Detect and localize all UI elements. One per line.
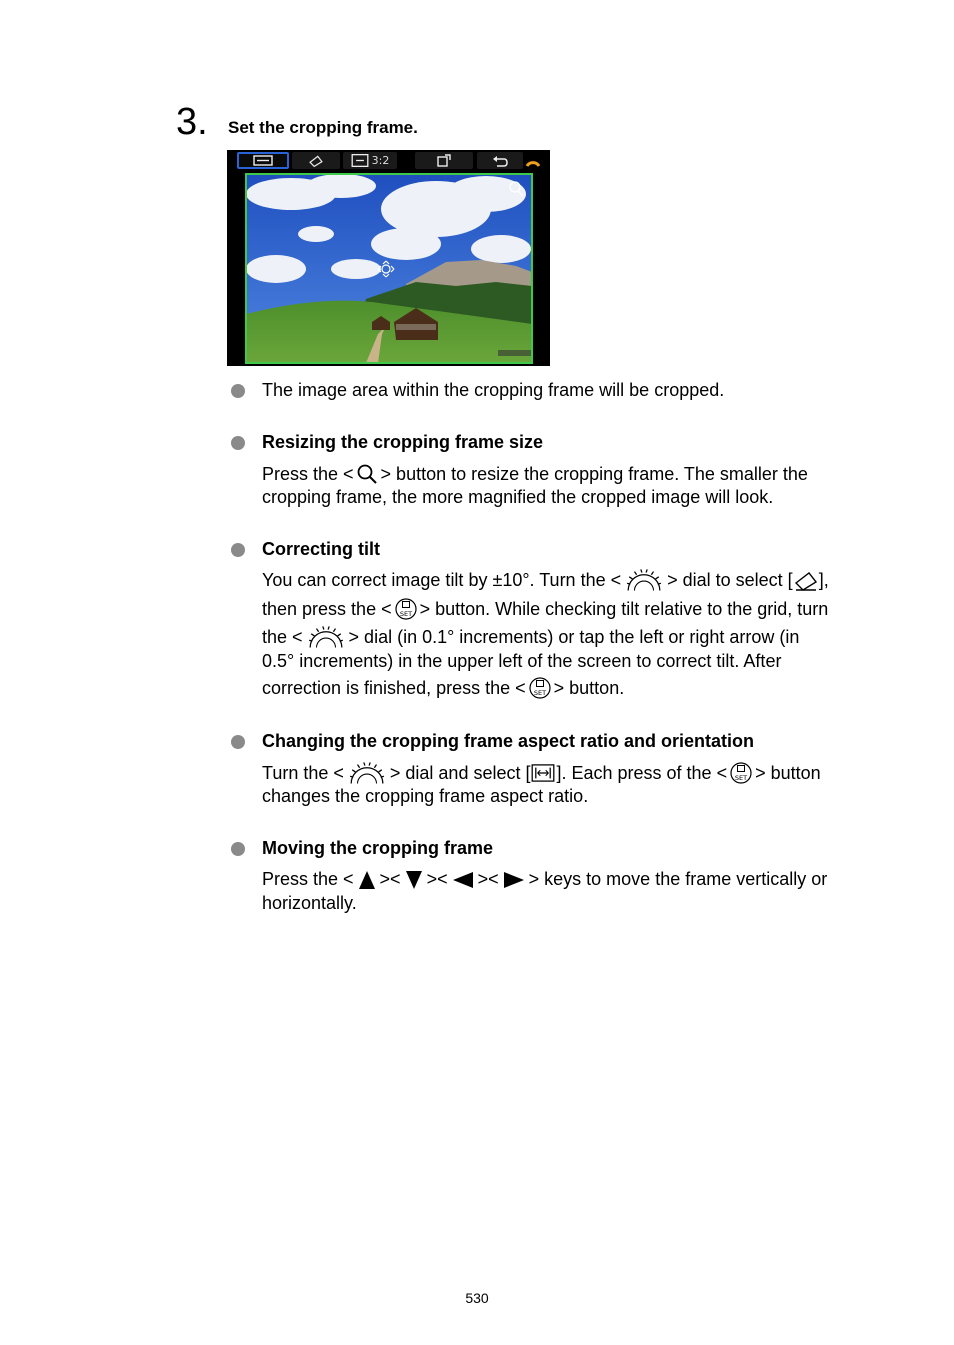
text-segment: > button. While checking tilt relative to the grid, turn (419, 598, 829, 619)
text-segment: then press the < (262, 598, 392, 619)
text-segment: > dial (in 0.1° increments) or tap the left or right arrow (in (348, 626, 800, 647)
text-segment: correction is finished, press the < (262, 677, 526, 698)
text-segment: >< (477, 869, 499, 889)
bullet (231, 436, 245, 450)
return-icon (492, 155, 508, 167)
step-title: Set the cropping frame. (228, 118, 418, 137)
left-arrow-icon (452, 871, 474, 889)
tilt-tab[interactable] (292, 152, 340, 169)
crop-frame-icon (253, 155, 273, 166)
text-segment: the < (262, 626, 303, 647)
main-dial-icon (307, 625, 345, 649)
text-segment: > dial to select [ (667, 569, 793, 590)
return-tab[interactable] (477, 152, 523, 169)
step-number: 3. (176, 101, 208, 143)
bullet (231, 543, 245, 557)
page-number: 530 (465, 1290, 489, 1306)
move-line-1 (262, 869, 827, 890)
bullet (231, 842, 245, 856)
crop-area-text: The image area within the cropping frame will be cropped. (262, 380, 725, 400)
dial-indicator-icon (525, 153, 541, 172)
move-heading: Moving the cropping frame (262, 838, 494, 858)
crop-frame-tab[interactable] (237, 152, 289, 169)
text-segment: You can correct image tilt by ±10°. Turn the < (262, 569, 622, 590)
text-segment: changes the cropping frame aspect ratio. (262, 786, 589, 806)
up-arrow-icon (358, 870, 376, 890)
aspect-tab[interactable] (343, 152, 397, 169)
text-segment: ], (818, 569, 829, 590)
bullet (231, 384, 245, 398)
tilt-icon (308, 154, 324, 167)
bullet (231, 735, 245, 749)
tilt-icon (794, 569, 818, 591)
aspect-ratio-label: 3:2 (371, 154, 390, 167)
tilt-line-3 (262, 625, 799, 649)
tilt-heading: Correcting tilt (262, 539, 381, 559)
aspect-ratio-icon (531, 764, 555, 782)
tilt-line-2 (262, 598, 828, 620)
main-dial-icon (625, 568, 663, 592)
set-button-icon (395, 598, 417, 620)
text-segment: horizontally. (262, 893, 357, 913)
resize-heading: Resizing the cropping frame size (262, 432, 544, 452)
right-arrow-icon (503, 871, 525, 889)
set-button-icon (730, 762, 752, 784)
text-segment: Turn the < (262, 762, 344, 783)
text-segment: >< (426, 869, 448, 889)
orientation-tab[interactable] (415, 152, 473, 169)
camera-screen (227, 150, 550, 366)
crop-toolbar (227, 150, 550, 172)
magnify-icon (356, 463, 378, 485)
text-segment: > button to resize the cropping frame. The smaller the (380, 463, 808, 484)
text-segment: 0.5° increments) in the upper left of the screen to correct tilt. After (262, 651, 782, 671)
text-segment: ]. Each press of the < (556, 762, 728, 783)
move-line-2 (262, 893, 357, 914)
resize-line-2 (262, 487, 773, 508)
rotate-frame-icon (436, 154, 452, 167)
main-dial-icon (348, 761, 386, 785)
cropping-frame[interactable] (245, 173, 533, 364)
text-segment: > dial and select [ (389, 762, 531, 783)
text-segment: > keys to move the frame vertically or (528, 869, 828, 889)
resize-line-1 (262, 463, 808, 485)
aspect-heading: Changing the cropping frame aspect ratio and orientation (262, 731, 755, 751)
text-segment: > button (755, 762, 821, 783)
text-segment: > button. (553, 677, 625, 698)
aspect-icon (351, 154, 369, 167)
down-arrow-icon (405, 870, 423, 890)
text-segment: Press the < (262, 869, 354, 889)
tilt-line-4 (262, 651, 781, 672)
text-segment: cropping frame, the more magnified the cropped image will look. (262, 487, 774, 507)
set-button-icon (529, 677, 551, 699)
text-segment: Press the < (262, 463, 354, 484)
tilt-line-5 (262, 677, 624, 699)
aspect-line-1 (262, 761, 821, 785)
tilt-line-1 (262, 568, 829, 592)
aspect-line-2 (262, 786, 588, 807)
text-segment: >< (379, 869, 401, 889)
